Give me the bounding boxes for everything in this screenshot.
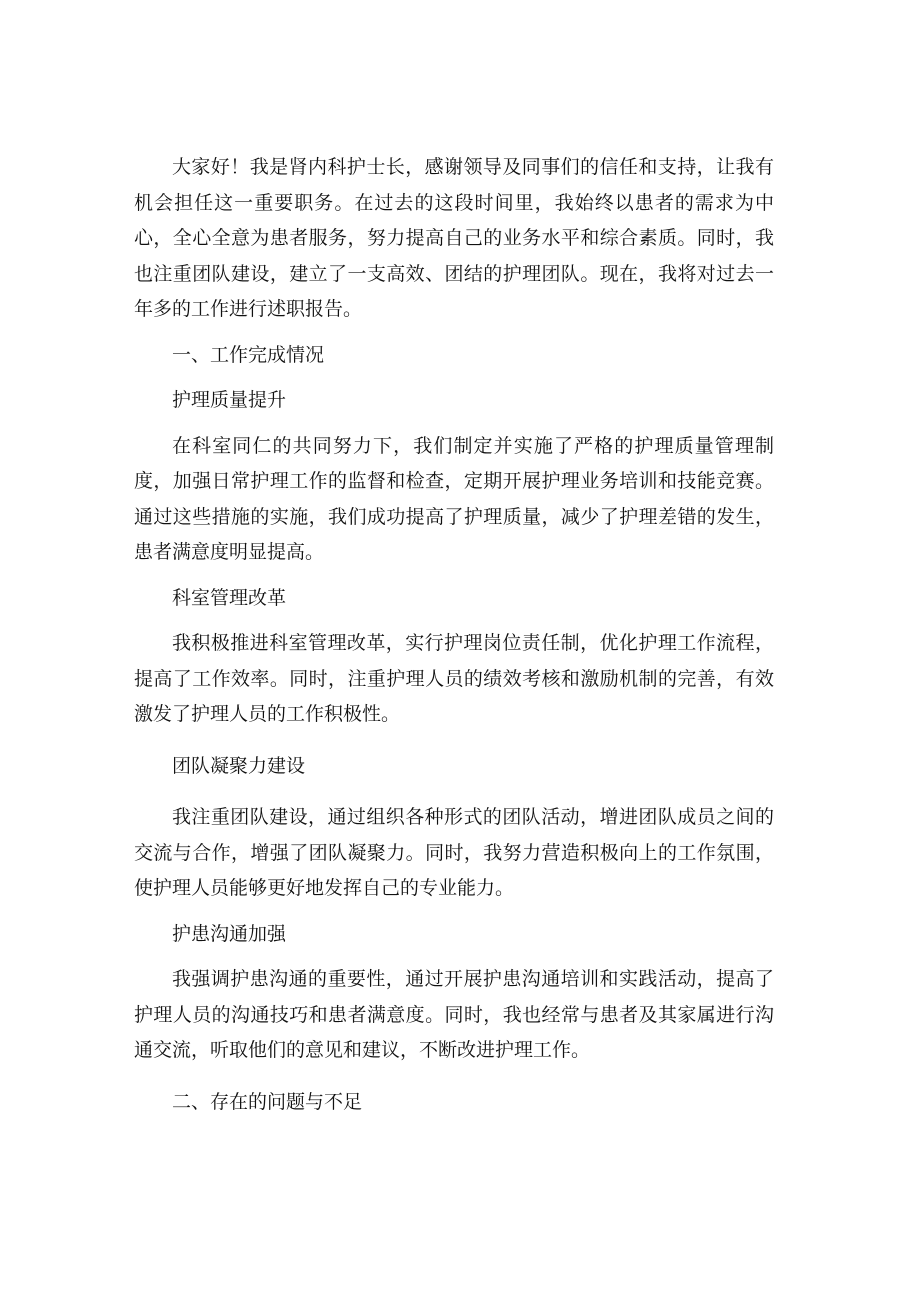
document-page <box>134 150 774 1120</box>
spacer <box>134 419 774 429</box>
spacer <box>134 1069 774 1085</box>
spacer <box>134 784 774 800</box>
spacer <box>134 952 774 962</box>
item-3-body: 我注重团队建设，通过组织各种形式的团队活动，增进团队成员之间的交流与合作，增强了团队凝聚力。同时，我努力营造积极向上的工作氛围，使护理人员能够更好地发挥自己的专业能力。 <box>134 806 774 899</box>
item-4-body: 我强调护患沟通的重要性，通过开展护患沟通培训和实践活动，提高了护理人员的沟通技巧和患者满意度。同时，我也经常与患者及其家属进行沟通交流，听取他们的意见和建议，不断改进护理工作。 <box>134 968 774 1061</box>
spacer <box>134 616 774 626</box>
spacer <box>134 907 774 917</box>
item-1-body: 在科室同仁的共同努力下，我们制定并实施了严格的护理质量管理制度，加强日常护理工作的监督和检查，定期开展护理业务培训和技能竞赛。通过这些措施的实施，我们成功提高了护理质量，减少了护理差错的发生，患者满意度明显提高。 <box>134 434 774 563</box>
section-2-heading: 二、存在的问题与不足 <box>172 1090 363 1113</box>
spacer <box>134 328 774 338</box>
item-4-title: 护患沟通加强 <box>172 922 287 945</box>
item-2-title: 科室管理改革 <box>172 586 287 609</box>
spacer <box>134 373 774 383</box>
section-1-heading: 一、工作完成情况 <box>172 343 325 366</box>
item-1-title: 护理质量提升 <box>172 389 287 411</box>
item-3-title: 团队凝聚力建设 <box>172 754 306 777</box>
item-2-body: 我积极推进科室管理改革，实行护理岗位责任制，优化护理工作流程，提高了工作效率。同时，注重护理人员的绩效考核和激励机制的完善，有效激发了护理人员的工作积极性。 <box>134 632 774 725</box>
spacer <box>134 733 774 749</box>
intro-paragraph: 大家好！我是肾内科护士长，感谢领导及同事们的信任和支持，让我有机会担任这一重要职务。在过去的这段时间里，我始终以患者的需求为中心，全心全意为患者服务，努力提高自己的业务水平和综合素质。同时，我也注重团队建设，建立了一支高效、团结的护理团队。现在，我将对过去一年多的工作进行述职报告。 <box>134 156 774 320</box>
spacer <box>134 571 774 581</box>
